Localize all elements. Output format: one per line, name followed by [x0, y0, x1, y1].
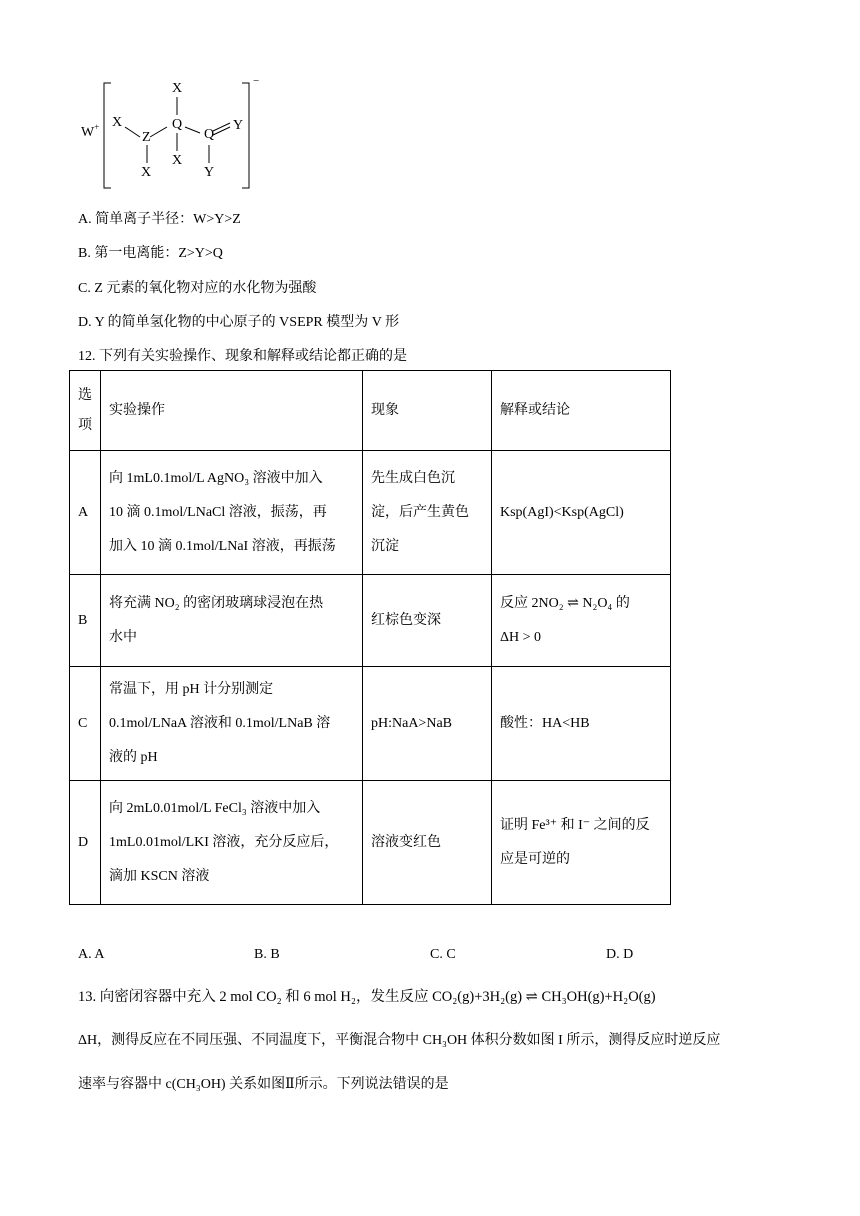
table-row — [70, 667, 671, 781]
header-option: 选项 — [70, 371, 101, 451]
row-phenomenon: 先生成白色沉 淀，后产生黄色 沉淀 — [363, 451, 492, 575]
atom-x: X — [172, 81, 183, 96]
q13-line-3: 速率与容器中 c(CH₃OH) 关系如图Ⅱ所示。下列说法错误的是 — [78, 1077, 449, 1092]
cation-symbol: W+ — [81, 122, 100, 140]
table-row — [70, 781, 671, 905]
row-option: A — [70, 451, 101, 575]
row-conclusion: 证明 Fe³⁺ 和 I⁻ 之间的反 应是可逆的 — [492, 781, 671, 905]
row-operation: 常温下，用 pH 计分别测定 0.1mol/LNaA 溶液和 0.1mol/LNaB 溶 液的 pH — [101, 667, 363, 781]
q11-option-a: A. 简单离子半径：W>Y>Z — [78, 212, 241, 227]
atom-y: Y — [233, 118, 244, 133]
table-row — [70, 451, 671, 575]
q12-stem: 12. 下列有关实验操作、现象和解释或结论都正确的是 — [78, 349, 407, 364]
structure-bonds — [70, 75, 270, 195]
row-phenomenon: 溶液变红色 — [363, 781, 492, 905]
atom-q: Q — [172, 117, 183, 132]
ion-structure-diagram — [70, 75, 270, 195]
row-option: D — [70, 781, 101, 905]
atom-x: X — [112, 115, 123, 130]
header-conclusion: 解释或结论 — [492, 371, 671, 451]
table-row — [70, 575, 671, 667]
choice-b: B. B — [254, 947, 280, 962]
choice-c: C. C — [430, 947, 456, 962]
table-header-row — [70, 371, 671, 451]
q11-option-c: C. Z 元素的氧化物对应的水化物为强酸 — [78, 281, 317, 296]
row-option: B — [70, 575, 101, 667]
row-operation: 将充满 NO₂ 的密闭玻璃球浸泡在热 水中 — [101, 575, 363, 667]
row-option: C — [70, 667, 101, 781]
header-operation: 实验操作 — [101, 371, 363, 451]
q12-table — [69, 370, 671, 905]
row-conclusion: 酸性：HA<HB — [492, 667, 671, 781]
row-operation: 向 2mL0.01mol/L FeCl₃ 溶液中加入 1mL0.01mol/LKI 溶液，充分反应后， 滴加 KSCN 溶液 — [101, 781, 363, 905]
q13-line-1: 13. 向密闭容器中充入 2 mol CO₂ 和 6 mol H₂，发生反应 CO₂(g)+3H₂(g) ⇌ CH₃OH(g)+H₂O(g) — [78, 989, 656, 1005]
q11-option-b: B. 第一电离能：Z>Y>Q — [78, 246, 223, 261]
q11-option-d: D. Y 的简单氢化物的中心原子的 VSEPR 模型为 V 形 — [78, 315, 400, 330]
row-phenomenon: pH:NaA>NaB — [363, 667, 492, 781]
row-operation: 向 1mL0.1mol/L AgNO₃ 溶液中加入 10 滴 0.1mol/LNaCl 溶液，振荡，再 加入 10 滴 0.1mol/LNaI 溶液，再振荡 — [101, 451, 363, 575]
anion-charge: − — [253, 75, 260, 87]
atom-x: X — [141, 165, 152, 180]
choice-a: A. A — [78, 947, 105, 962]
atom-z: Z — [142, 130, 151, 145]
row-phenomenon: 红棕色变深 — [363, 575, 492, 667]
atom-x: X — [172, 153, 183, 168]
atom-y: Y — [204, 165, 215, 180]
atom-q: Q — [204, 127, 215, 142]
row-conclusion: 反应 2NO₂ ⇌ N₂O₄ 的 ΔH > 0 — [492, 575, 671, 667]
header-phenomenon: 现象 — [363, 371, 492, 451]
choice-d: D. D — [606, 947, 634, 962]
q13-line-2: ΔH，测得反应在不同压强、不同温度下，平衡混合物中 CH₃OH 体积分数如图 I 所示，测得反应时逆反应 — [78, 1033, 721, 1048]
row-conclusion: Ksp(AgI)<Ksp(AgCl) — [492, 451, 671, 575]
